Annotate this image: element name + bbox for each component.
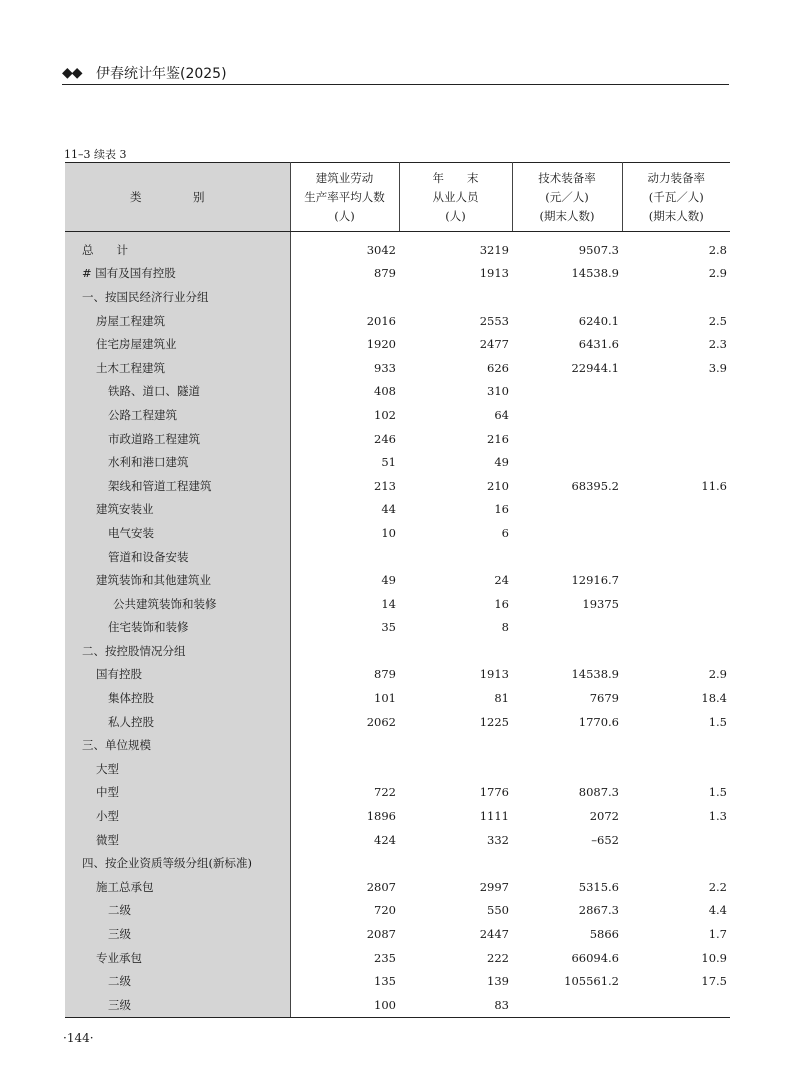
cell-value: 1.3 — [708, 809, 727, 824]
table-row — [65, 851, 730, 875]
page-number: ·144· — [63, 1031, 94, 1045]
cell-value: 14 — [381, 596, 396, 611]
table-row — [65, 380, 730, 404]
cell-value: 879 — [374, 266, 396, 281]
row-label: 铁路、道口、隧道 — [65, 380, 290, 404]
table-row — [65, 285, 730, 309]
cell-value — [512, 639, 622, 663]
column-header-line: 建筑业劳动 — [315, 170, 374, 185]
cell-value: 6240.1 — [578, 313, 619, 328]
table-row — [65, 592, 730, 616]
cell-value — [512, 616, 622, 640]
cell-value — [512, 285, 622, 309]
cell-value: 1776 — [479, 785, 509, 800]
cell-value: 1913 — [479, 667, 509, 682]
row-label: 建筑装饰和其他建筑业 — [65, 568, 290, 592]
cell-value: 1.5 — [708, 714, 727, 729]
cell-value: 2.2 — [708, 879, 727, 894]
cell-value — [512, 450, 622, 474]
cell-value: 5866 — [589, 927, 619, 942]
table-row — [65, 733, 730, 757]
cell-value: 12916.7 — [571, 573, 619, 588]
cell-value: 408 — [374, 384, 396, 399]
row-label: 国有控股 — [65, 663, 290, 687]
cell-value: 1111 — [479, 809, 509, 824]
cell-value — [622, 380, 730, 404]
cell-value: 1913 — [479, 266, 509, 281]
cell-value: 14538.9 — [571, 266, 619, 281]
cell-value: 7679 — [589, 691, 619, 706]
cell-value — [622, 616, 730, 640]
table-row — [65, 232, 730, 262]
table-row — [65, 262, 730, 286]
cell-value — [512, 498, 622, 522]
yearbook-title: 伊春统计年鉴(2025) — [96, 66, 227, 82]
column-header-line: 年 末 — [432, 170, 479, 185]
row-label: 建筑安装业 — [65, 498, 290, 522]
cell-value — [290, 285, 399, 309]
row-label: 总 计 — [65, 232, 290, 262]
table-row — [65, 450, 730, 474]
cell-value: 51 — [381, 455, 396, 470]
cell-value — [512, 733, 622, 757]
row-label: 住宅装饰和装修 — [65, 616, 290, 640]
cell-value — [512, 851, 622, 875]
cell-value: 222 — [487, 950, 509, 965]
row-label: 中型 — [65, 781, 290, 805]
cell-value: 1.5 — [708, 785, 727, 800]
cell-value: 2553 — [479, 313, 509, 328]
column-header-line: (期末人数) — [539, 208, 595, 223]
row-label: 二、按控股情况分组 — [65, 639, 290, 663]
cell-value — [290, 545, 399, 569]
table-row — [65, 663, 730, 687]
row-label: 三、单位规模 — [65, 733, 290, 757]
cell-value: 64 — [494, 407, 509, 422]
cell-value — [512, 993, 622, 1017]
cell-value — [290, 851, 399, 875]
table-body — [65, 232, 730, 1018]
table-row — [65, 309, 730, 333]
column-header-line: (人) — [334, 208, 355, 223]
cell-value: 24 — [494, 573, 509, 588]
table-row — [65, 521, 730, 545]
column-header-line: 动力装备率 — [647, 170, 705, 185]
cell-value: 2016 — [366, 313, 396, 328]
cell-value: 14538.9 — [571, 667, 619, 682]
cell-value: 44 — [381, 502, 396, 517]
cell-value: 101 — [374, 691, 396, 706]
cell-value: 310 — [487, 384, 509, 399]
cell-value — [290, 639, 399, 663]
cell-value: 235 — [374, 950, 396, 965]
cell-value: 2062 — [366, 714, 396, 729]
cell-value — [622, 545, 730, 569]
cell-value: 1.7 — [708, 927, 727, 942]
cell-value: 246 — [374, 431, 396, 446]
table-row — [65, 781, 730, 805]
cell-value: 1770.6 — [578, 714, 619, 729]
cell-value: 22944.1 — [571, 360, 619, 375]
cell-value: 3.9 — [708, 360, 727, 375]
cell-value — [622, 828, 730, 852]
cell-value: 2807 — [366, 879, 396, 894]
row-label: 三级 — [65, 993, 290, 1017]
row-label: 私人控股 — [65, 710, 290, 734]
cell-value: 2072 — [589, 809, 619, 824]
cell-value: 4.4 — [708, 903, 727, 918]
cell-value: 35 — [381, 620, 396, 635]
page-header — [62, 62, 729, 85]
row-label: 二级 — [65, 969, 290, 993]
cell-value: 8087.3 — [578, 785, 619, 800]
cell-value — [622, 639, 730, 663]
cell-value: 49 — [494, 455, 509, 470]
row-label: 水利和港口建筑 — [65, 450, 290, 474]
cell-value — [399, 733, 512, 757]
cell-value: 2.3 — [708, 337, 727, 352]
column-header-1 — [290, 163, 399, 232]
cell-value — [399, 757, 512, 781]
statistics-table — [65, 162, 730, 1018]
cell-value — [290, 757, 399, 781]
table-row — [65, 356, 730, 380]
row-label: 土木工程建筑 — [65, 356, 290, 380]
cell-value — [512, 403, 622, 427]
column-header-line: 从业人员 — [432, 189, 479, 204]
row-label: 四、按企业资质等级分组(新标准) — [65, 851, 290, 875]
row-label: 二级 — [65, 899, 290, 923]
cell-value: 2997 — [479, 879, 509, 894]
cell-value: 424 — [374, 832, 396, 847]
cell-value: 722 — [374, 785, 396, 800]
table-row — [65, 686, 730, 710]
column-header-category — [65, 163, 290, 232]
cell-value: 933 — [374, 360, 396, 375]
cell-value: 10 — [381, 525, 396, 540]
cell-value: 720 — [374, 903, 396, 918]
row-label: 一、按国民经济行业分组 — [65, 285, 290, 309]
row-label: 市政道路工程建筑 — [65, 427, 290, 451]
cell-value: 81 — [494, 691, 509, 706]
row-label: 电气安装 — [65, 521, 290, 545]
cell-value: 550 — [487, 903, 509, 918]
table-row — [65, 899, 730, 923]
cell-value — [512, 521, 622, 545]
table-row — [65, 403, 730, 427]
cell-value: 17.5 — [701, 974, 727, 989]
cell-value: 3219 — [479, 242, 509, 257]
cell-value: 83 — [399, 993, 512, 1017]
cell-value: 139 — [487, 974, 509, 989]
table-row — [65, 545, 730, 569]
cell-value — [512, 380, 622, 404]
cell-value — [622, 450, 730, 474]
row-label: 管道和设备安装 — [65, 545, 290, 569]
table-row — [65, 639, 730, 663]
cell-value: 18.4 — [701, 691, 727, 706]
column-header-line: (人) — [445, 208, 466, 223]
cell-value — [622, 757, 730, 781]
cell-value: 879 — [374, 667, 396, 682]
cell-value — [399, 285, 512, 309]
table-row — [65, 568, 730, 592]
cell-value: 9507.3 — [578, 242, 619, 257]
cell-value: 105561.2 — [564, 974, 619, 989]
cell-value — [399, 639, 512, 663]
cell-value: 213 — [374, 478, 396, 493]
cell-value: 68395.2 — [571, 478, 619, 493]
cell-value: 102 — [374, 407, 396, 422]
cell-value: 2477 — [479, 337, 509, 352]
column-header-line: (千瓦／人) — [648, 189, 704, 204]
cell-value: 626 — [487, 360, 509, 375]
cell-value — [622, 568, 730, 592]
row-label: 架线和管道工程建筑 — [65, 474, 290, 498]
cell-value — [512, 545, 622, 569]
table-row — [65, 474, 730, 498]
table-row — [65, 757, 730, 781]
cell-value: 100 — [290, 993, 399, 1017]
cell-value — [399, 851, 512, 875]
row-label: 公路工程建筑 — [65, 403, 290, 427]
cell-value: 11.6 — [701, 478, 727, 493]
cell-value: 16 — [494, 502, 509, 517]
table-header-row — [65, 163, 730, 232]
column-header-2 — [399, 163, 512, 232]
cell-value — [399, 545, 512, 569]
table-row — [65, 828, 730, 852]
column-header-line: 生产率平均人数 — [304, 189, 385, 204]
cell-value — [622, 285, 730, 309]
cell-value: 210 — [487, 478, 509, 493]
table-row — [65, 946, 730, 970]
row-label: 小型 — [65, 804, 290, 828]
cell-value: 2.8 — [708, 242, 727, 257]
cell-value: 8 — [501, 620, 509, 635]
cell-value: 135 — [374, 974, 396, 989]
cell-value — [622, 993, 730, 1017]
cell-value: 332 — [487, 832, 509, 847]
row-label: 公共建筑装饰和装修 — [65, 592, 290, 616]
table-row — [65, 804, 730, 828]
cell-value: 2.5 — [708, 313, 727, 328]
column-header-4 — [622, 163, 730, 232]
column-header-3 — [512, 163, 622, 232]
table-row — [65, 710, 730, 734]
cell-value: 16 — [494, 596, 509, 611]
row-label: 三级 — [65, 922, 290, 946]
column-header-line: (元／人) — [545, 189, 589, 204]
cell-value — [622, 851, 730, 875]
cell-value — [622, 427, 730, 451]
diamond-ornament-icon: ◆◆ — [62, 65, 82, 81]
row-label: 大型 — [65, 757, 290, 781]
cell-value: 5315.6 — [578, 879, 619, 894]
row-label: 专业承包 — [65, 946, 290, 970]
table-row — [65, 922, 730, 946]
cell-value: 19375 — [582, 596, 619, 611]
cell-value — [622, 733, 730, 757]
cell-value: 2.9 — [708, 667, 727, 682]
cell-value: 1225 — [479, 714, 509, 729]
table-row — [65, 427, 730, 451]
cell-value: 6 — [501, 525, 509, 540]
row-label: 施工总承包 — [65, 875, 290, 899]
cell-value: 2087 — [366, 927, 396, 942]
table-row — [65, 993, 730, 1017]
table-row — [65, 875, 730, 899]
cell-value: 2447 — [479, 927, 509, 942]
statistics-table-container — [65, 162, 730, 1018]
cell-value — [290, 733, 399, 757]
cell-value: 1920 — [366, 337, 396, 352]
cell-value: 2867.3 — [578, 903, 619, 918]
row-label: 房屋工程建筑 — [65, 309, 290, 333]
cell-value: 216 — [487, 431, 509, 446]
cell-value: 1896 — [366, 809, 396, 824]
column-header-line: 技术装备率 — [538, 170, 596, 185]
table-row — [65, 616, 730, 640]
cell-value — [512, 427, 622, 451]
column-header-line: (期末人数) — [648, 208, 704, 223]
table-row — [65, 498, 730, 522]
cell-value — [512, 757, 622, 781]
table-caption: 11–3 续表 3 — [64, 148, 127, 161]
cell-value: 2.9 — [708, 266, 727, 281]
cell-value — [622, 403, 730, 427]
cell-value: 66094.6 — [571, 950, 619, 965]
column-header-line: 类 别 — [130, 189, 225, 204]
cell-value — [622, 521, 730, 545]
cell-value: 6431.6 — [578, 337, 619, 352]
cell-value: 49 — [381, 573, 396, 588]
cell-value: –652 — [591, 832, 619, 847]
cell-value — [622, 592, 730, 616]
table-row — [65, 332, 730, 356]
cell-value: 3042 — [366, 242, 396, 257]
row-label: 微型 — [65, 828, 290, 852]
cell-value: 10.9 — [701, 950, 727, 965]
row-label: 集体控股 — [65, 686, 290, 710]
row-label: 住宅房屋建筑业 — [65, 332, 290, 356]
row-label: # 国有及国有控股 — [65, 262, 290, 286]
cell-value — [622, 498, 730, 522]
table-row — [65, 969, 730, 993]
